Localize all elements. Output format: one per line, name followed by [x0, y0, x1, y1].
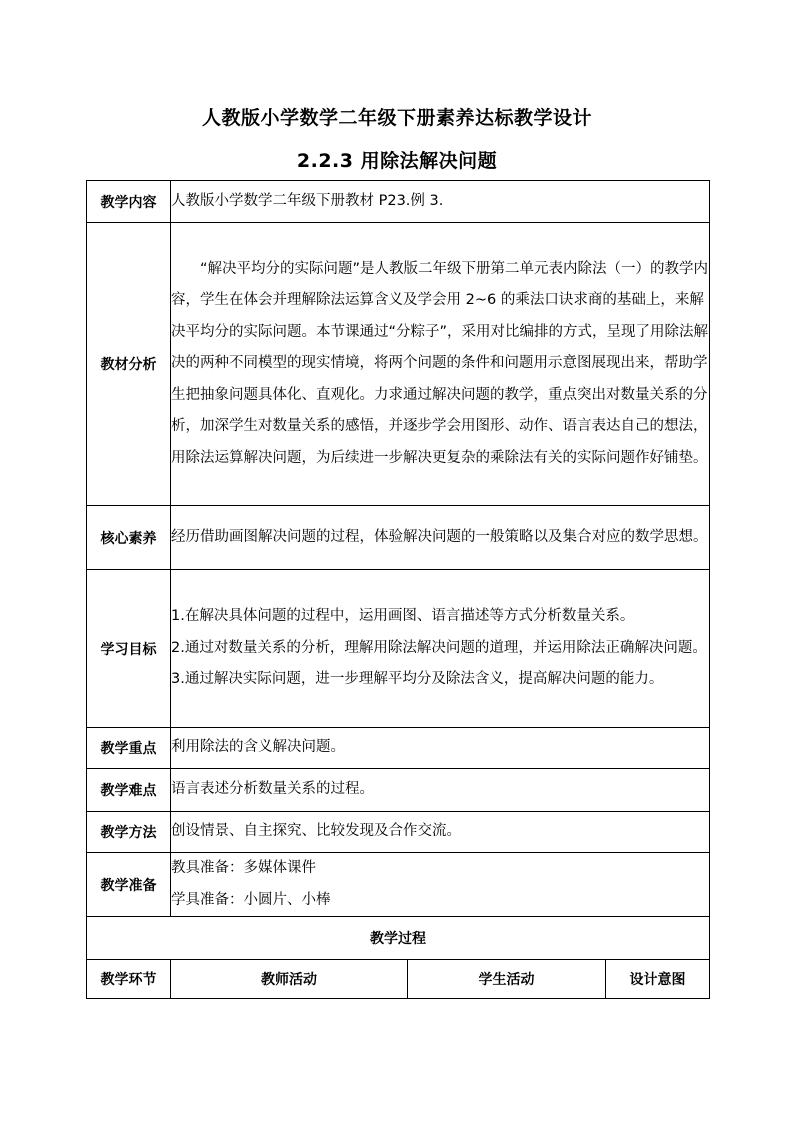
analysis-paragraph: “解决平均分的实际问题”是人教版二年级下册第二单元表内除法（一）的教学内容，学生在体会并理解除法运算含义及学会用 2~6 的乘法口诀求商的基础上，来解决平均分的实际问题。本节课通过“分粽子”，采用对比编排的方式，呈现了用除法解决的两种不同模型的现实情境，将两个问题的条件和问题用示意图展现出来，帮助学生把抽象问题具体化、直观化。力求通过解决问题的教学，重点突出对数量关系的分析，加深学生对数量关系的感悟，并逐步学会用图形、动作、语言表达自己的想法，用除法运算解决问题，为后续进一步解决更复杂的乘除法有关的实际问题作好铺垫。	[171, 260, 709, 466]
document-title: 人教版小学数学二年级下册素养达标教学设计	[201, 107, 592, 129]
label-method: 教学方法	[87, 812, 171, 853]
label-literacy: 核心素养	[87, 506, 171, 570]
row-literacy	[87, 506, 710, 570]
goal-item: 2.通过对数量关系的分析，理解用除法解决问题的道理，并运用除法正确解决问题。	[171, 639, 707, 656]
row-content	[87, 181, 710, 223]
row-analysis	[87, 223, 710, 506]
label-difficulty: 教学难点	[87, 769, 171, 812]
row-method	[87, 812, 710, 853]
prep-student: 学具准备：小圆片、小棒	[171, 891, 331, 908]
value-literacy: 经历借助画图解决问题的过程，体验解决问题的一般策略以及集合对应的数学思想。	[171, 506, 710, 570]
value-analysis	[171, 223, 710, 506]
lesson-plan-table	[86, 180, 710, 999]
row-process-header	[87, 917, 710, 960]
label-content: 教学内容	[87, 181, 171, 223]
goal-item: 3.通过解决实际问题，进一步理解平均分及除法含义，提高解决问题的能力。	[171, 671, 664, 688]
value-difficulty: 语言表述分析数量关系的过程。	[171, 769, 710, 812]
row-key	[87, 728, 710, 769]
row-column-headers	[87, 960, 710, 999]
prep-teacher: 教具准备：多媒体课件	[171, 860, 316, 876]
label-goals: 学习目标	[87, 570, 171, 728]
label-key: 教学重点	[87, 728, 171, 769]
process-header: 教学过程	[87, 917, 710, 960]
goal-item: 1.在解决具体问题的过程中，运用画图、语言描述等方式分析数量关系。	[171, 608, 635, 625]
label-prep: 教学准备	[87, 853, 171, 917]
col-intent: 设计意图	[606, 960, 710, 999]
row-goals	[87, 570, 710, 728]
lesson-subtitle: 2.2.3 用除法解决问题	[296, 150, 498, 172]
value-method: 创设情景、自主探究、比较发现及合作交流。	[171, 812, 710, 853]
col-student: 学生活动	[408, 960, 606, 999]
row-prep	[87, 853, 710, 917]
row-difficulty	[87, 769, 710, 812]
value-key: 利用除法的含义解决问题。	[171, 728, 710, 769]
col-teacher: 教师活动	[171, 960, 408, 999]
col-stage: 教学环节	[87, 960, 171, 999]
label-analysis: 教材分析	[87, 223, 171, 506]
value-prep	[171, 853, 710, 917]
value-content: 人教版小学数学二年级下册教材 P23.例 3.	[171, 181, 710, 223]
value-goals	[171, 570, 710, 728]
